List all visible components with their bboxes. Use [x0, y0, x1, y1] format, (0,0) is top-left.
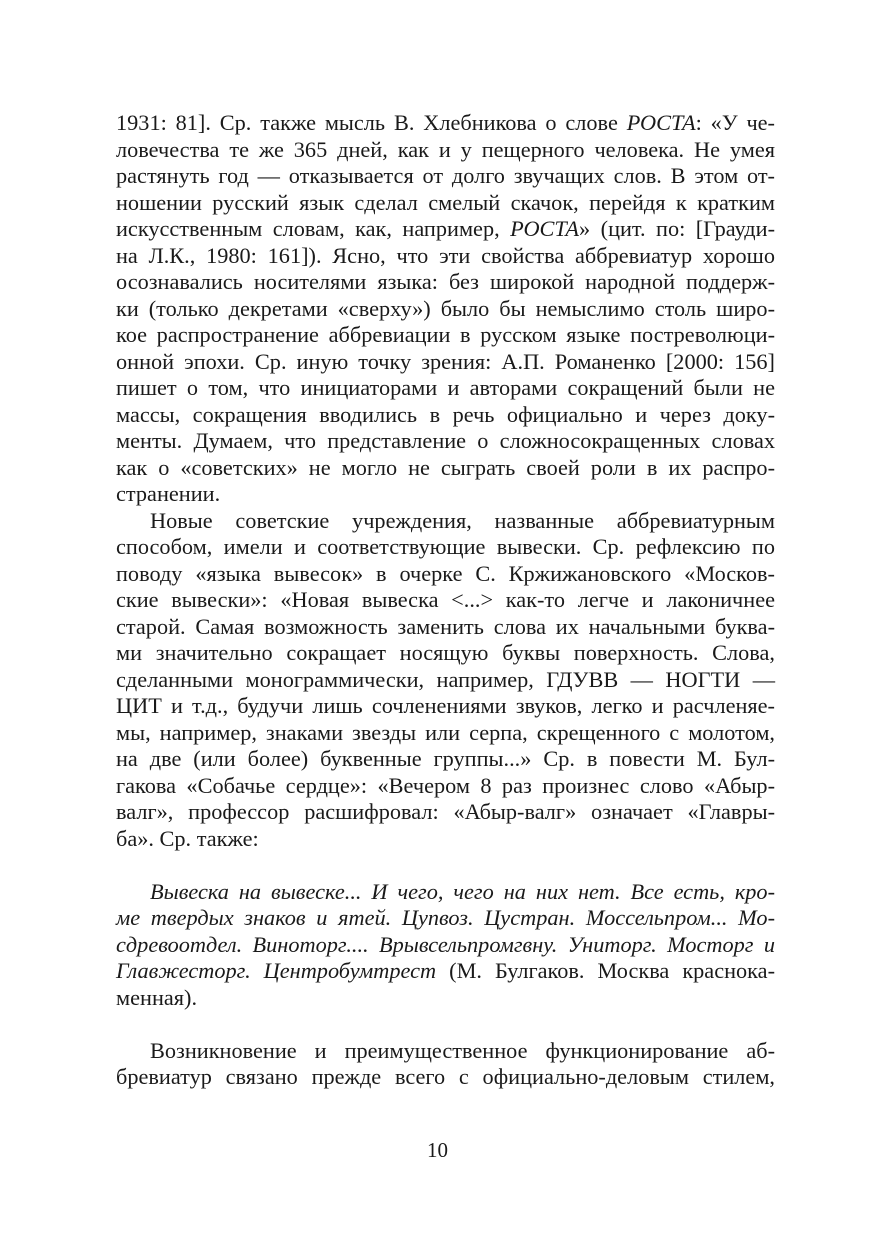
text-segment: способом, имели и соответствующие вывески. Ср. рефлексию по — [116, 534, 775, 559]
text-line — [116, 693, 775, 720]
text-segment: менты. Думаем, что представление о сложносокращенных словах — [116, 428, 775, 453]
text-line — [116, 746, 775, 773]
text-line — [116, 985, 775, 1012]
text-line — [116, 402, 775, 429]
text-line — [116, 534, 775, 561]
text-segment: осознавались носителями языка: без широкой народной поддерж- — [116, 269, 775, 294]
text-line — [116, 1038, 775, 1065]
text-line — [116, 375, 775, 402]
text-segment: валг», профессор расшифровал: «Абыр-валг» означает «Главры- — [116, 799, 775, 824]
text-segment: как о «советских» не могло не сыграть своей роли в их распро- — [116, 454, 775, 480]
text-segment: на две (или более) буквенные группы...» Ср. в повести М. Бул- — [116, 746, 775, 771]
spacer — [116, 852, 775, 879]
text-line — [116, 932, 775, 959]
text-segment: менная). — [116, 984, 198, 1010]
text-segment: ми значительно сокращает носящую буквы поверхность. Слова, — [116, 640, 775, 665]
text-line — [116, 190, 775, 217]
text-segment: пишет о том, что инициаторами и авторами сокращений были не — [116, 375, 775, 400]
text-segment: Возникновение и преимущественное функционирование аб- — [150, 1037, 775, 1063]
text-segment: ба». Ср. также: — [116, 825, 259, 851]
text-line — [116, 640, 775, 667]
text-line — [116, 428, 775, 455]
text-line — [116, 614, 775, 641]
text-segment: Новые советские учреждения, названные аббревиатурным — [150, 507, 775, 533]
italic-text: ме твердых знаков и ятей. Цупвоз. Цустран. Моссельпром... Мо- — [116, 905, 775, 930]
text-line — [116, 826, 775, 853]
text-segment: мы, например, знаками звезды или серпа, скрещенного с молотом, — [116, 719, 775, 745]
text-segment: ношении русский язык сделал смелый скачок, перейдя к кратким — [116, 189, 775, 215]
paragraph-3 — [116, 1038, 775, 1091]
text-segment: ЦИТ и т.д., будучи лишь сочленениями звуков, легко и расчленяе- — [116, 693, 775, 718]
text-line — [116, 296, 775, 323]
text-line — [116, 561, 775, 588]
spacer — [116, 1011, 775, 1038]
text-segment: странении. — [116, 481, 221, 506]
text-segment: сделанными монограммически, например, ГДУВВ — НОГТИ — — [116, 666, 775, 692]
text-line — [116, 163, 775, 190]
text-line — [116, 269, 775, 296]
paragraph-1 — [116, 110, 775, 508]
text-line — [116, 1064, 775, 1091]
italic-text: сдревоотдел. Виноторг.... Врывсельпромгвну. Униторг. Мосторг и — [116, 931, 775, 957]
page-number: 10 — [427, 1138, 448, 1162]
text-segment: онной эпохи. Ср. иную точку зрения: А.П. Романенко [2000: 156] — [116, 348, 775, 374]
text-segment: : «У че- — [695, 110, 775, 135]
text-line — [116, 905, 775, 932]
text-segment: » (цит. по: [Грауди- — [579, 216, 775, 241]
paragraph-2 — [116, 508, 775, 853]
italic-text: РОСТА — [626, 110, 696, 135]
text-segment: кое распространение аббревиации в русском языке постреволюци- — [116, 322, 775, 347]
text-line — [116, 958, 775, 985]
text-segment: массы, сокращения вводились в речь официально и через доку- — [116, 401, 775, 427]
text-line — [116, 243, 775, 270]
text-line — [116, 720, 775, 747]
italic-text: Вывеска на вывеске... И чего, чего на них нет. Все есть, кро- — [150, 878, 775, 904]
text-line — [116, 481, 775, 508]
text-segment: поводу «языка вывесок» в очерке С. Кржижановского «Москов- — [116, 560, 775, 586]
text-line — [116, 799, 775, 826]
text-segment: искусственным словам, как, например, — [116, 216, 511, 241]
text-segment: бревиатур связано прежде всего с официально-деловым стилем, — [116, 1064, 775, 1089]
text-segment: ские вывески»: «Новая вывеска <...> как-то легче и лаконичнее — [116, 587, 775, 612]
text-line — [116, 455, 775, 482]
text-segment: растянуть год — отказывается от долго звучащих слов. В этом от- — [116, 163, 775, 188]
text-segment: на Л.К., 1980: 161]). Ясно, что эти свойства аббревиатур хорошо — [116, 242, 775, 268]
text-line — [116, 508, 775, 535]
text-line — [116, 216, 775, 243]
text-segment: (М. Булгаков. Москва краснока- — [436, 958, 775, 983]
text-line — [116, 322, 775, 349]
body-text — [116, 110, 775, 1091]
text-line — [116, 587, 775, 614]
text-line — [116, 137, 775, 164]
italic-text: РОСТА — [510, 216, 580, 241]
text-line — [116, 879, 775, 906]
text-line — [116, 773, 775, 800]
text-segment: гакова «Собачье сердце»: «Вечером 8 раз произнес слово «Абыр- — [116, 772, 775, 798]
text-segment: ловечества те же 365 дней, как и у пещерного человека. Не умея — [116, 136, 775, 162]
text-segment: ки (только декретами «сверху») было бы немыслимо столь широ- — [116, 295, 775, 321]
quotation-block — [116, 879, 775, 1012]
text-segment: старой. Самая возможность заменить слова их начальными буква- — [116, 613, 775, 639]
italic-text: Главжесторг. Центробумтрест — [116, 958, 437, 983]
text-line — [116, 349, 775, 376]
text-line — [116, 110, 775, 137]
text-line — [116, 667, 775, 694]
text-segment: 1931: 81]. Ср. также мысль В. Хлебникова о слове — [116, 110, 627, 135]
